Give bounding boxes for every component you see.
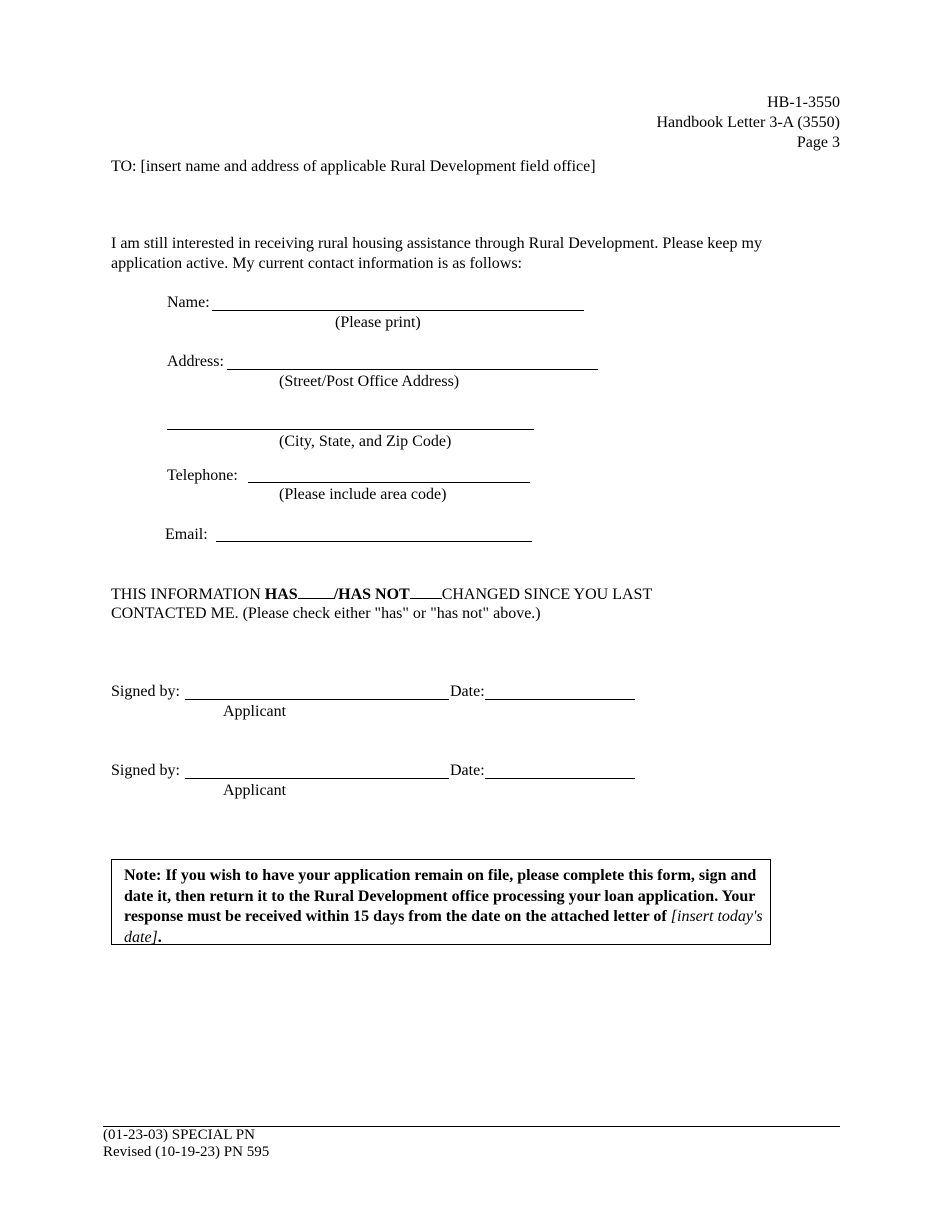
date-label-1: Date: xyxy=(450,683,485,700)
date-field-2[interactable] xyxy=(485,778,635,779)
address-label: Address: xyxy=(167,353,224,370)
change-statement-line-2: CONTACTED ME. (Please check either "has" or "has not" above.) xyxy=(111,605,541,622)
city-state-zip-hint: (City, State, and Zip Code) xyxy=(279,433,452,450)
has-label: HAS xyxy=(264,586,298,603)
header-page: Page 3 xyxy=(796,134,840,151)
signature-field-2[interactable] xyxy=(185,778,449,779)
signature-field-1[interactable] xyxy=(185,699,449,700)
signed-by-label-2: Signed by: xyxy=(111,762,180,779)
change-statement-line-1 xyxy=(111,584,652,605)
applicant-label-1: Applicant xyxy=(223,703,287,720)
telephone-hint: (Please include area code) xyxy=(279,486,447,503)
change-prefix: THIS INFORMATION xyxy=(111,586,265,603)
note-text: Note: If you wish to have your application remain on file, please complete this form, sign and date it, then return it to the Rural Development office processing your loan application. Your response must be received within 15 days from the date on the attached letter of xyxy=(124,867,757,925)
name-hint: (Please print) xyxy=(335,314,421,331)
note-end: . xyxy=(157,928,162,946)
telephone-field[interactable] xyxy=(248,482,530,483)
name-label: Name: xyxy=(167,294,210,311)
has-not-checkbox-blank[interactable] xyxy=(410,584,442,599)
header-doc-id: HB-1-3550 xyxy=(767,94,840,111)
date-field-1[interactable] xyxy=(485,699,635,700)
intro-line-2: application active. My current contact information is as follows: xyxy=(111,255,522,272)
name-field[interactable] xyxy=(212,310,584,311)
date-label-2: Date: xyxy=(450,762,485,779)
footer-line-2: Revised (10-19-23) PN 595 xyxy=(103,1144,270,1160)
has-checkbox-blank[interactable] xyxy=(298,584,334,599)
change-suffix: CHANGED SINCE YOU LAST xyxy=(441,586,653,603)
email-label: Email: xyxy=(165,526,208,543)
footer-line-1: (01-23-03) SPECIAL PN xyxy=(103,1127,255,1143)
to-line: TO: [insert name and address of applicable Rural Development field office] xyxy=(111,158,596,175)
applicant-label-2: Applicant xyxy=(223,782,287,799)
note-placeholder: [insert today's date] xyxy=(124,908,763,946)
header-letter: Handbook Letter 3-A (3550) xyxy=(656,114,840,131)
telephone-label: Telephone: xyxy=(167,467,238,484)
signed-by-label-1: Signed by: xyxy=(111,683,180,700)
city-state-zip-field[interactable] xyxy=(167,429,534,430)
address-field[interactable] xyxy=(227,369,598,370)
address-hint: (Street/Post Office Address) xyxy=(279,373,460,390)
note-box xyxy=(111,859,771,945)
intro-line-1: I am still interested in receiving rural housing assistance through Rural Development. Please keep my xyxy=(111,235,762,252)
email-field[interactable] xyxy=(216,541,532,542)
has-not-label: /HAS NOT xyxy=(333,586,410,603)
